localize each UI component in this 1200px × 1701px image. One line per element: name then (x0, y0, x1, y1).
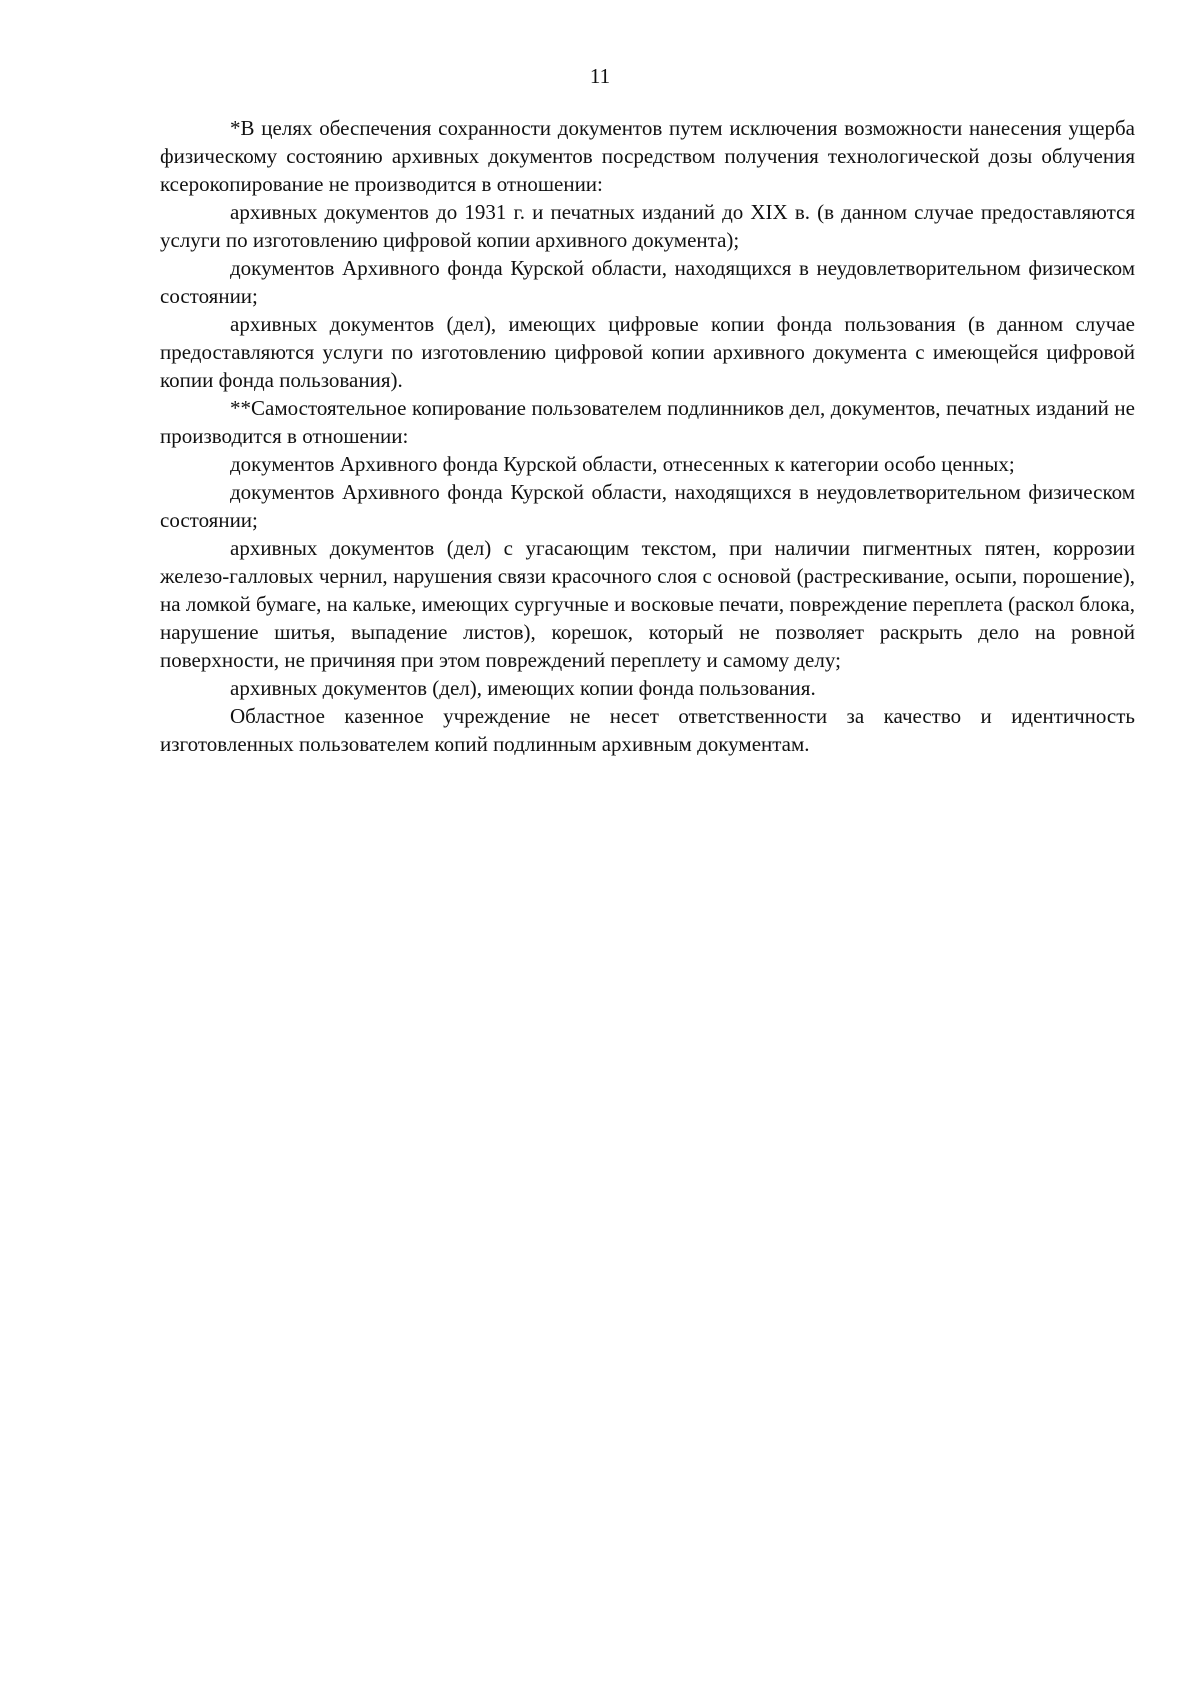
paragraph-usage-copies: архивных документов (дел), имеющих копии фонда пользования. (230, 676, 816, 700)
paragraph-unsatisfactory-condition: документов Архивного фонда Курской области, находящихся в неудовлетворительном физическом состоянии; (160, 256, 1135, 308)
page-number: 11 (589, 64, 611, 88)
paragraph-damaged-documents: архивных документов (дел) с угасающим текстом, при наличии пигментных пятен, коррозии железо-галловых чернил, нарушения связи красочного слоя с основой (растрескивание, осыпи, порошение), на ломкой бумаге, на кальке, имеющих сургучные и восковые печати, повреждение переплета (раскол блока, нарушение шитья, выпадение листов), корешок, который не позволяет раскрыть дело на ровной поверхности, не причиняя при этом повреждений переплету и самому делу; (160, 536, 1135, 672)
paragraph-digital-copies: архивных документов (дел), имеющих цифровые копии фонда пользования (в данном случае предоставляются услуги по изготовлению цифровой копии архивного документа с имеющейся цифровой копии фонда пользования). (160, 312, 1135, 392)
document-body (160, 114, 1135, 758)
paragraph-especially-valuable: документов Архивного фонда Курской области, отнесенных к категории особо ценных; (230, 452, 1015, 476)
paragraph-unsatisfactory-condition-2: документов Архивного фонда Курской области, находящихся в неудовлетворительном физическом состоянии; (160, 480, 1135, 532)
paragraph-xerox-restrictions: *В целях обеспечения сохранности документов путем исключения возможности нанесения ущерба физическому состоянию архивных документов посредством получения технологической дозы облучения ксерокопирование не производится в отношении: (160, 116, 1135, 196)
paragraph-self-copy-restrictions: **Самостоятельное копирование пользователем подлинников дел, документов, печатных изданий не производится в отношении: (160, 396, 1135, 448)
paragraph-docs-before-1931: архивных документов до 1931 г. и печатных изданий до XIX в. (в данном случае предоставляются услуги по изготовлению цифровой копии архивного документа); (160, 200, 1135, 252)
paragraph-liability-disclaimer: Областное казенное учреждение не несет ответственности за качество и идентичность изготовленных пользователем копий подлинным архивным документам. (160, 704, 1135, 756)
